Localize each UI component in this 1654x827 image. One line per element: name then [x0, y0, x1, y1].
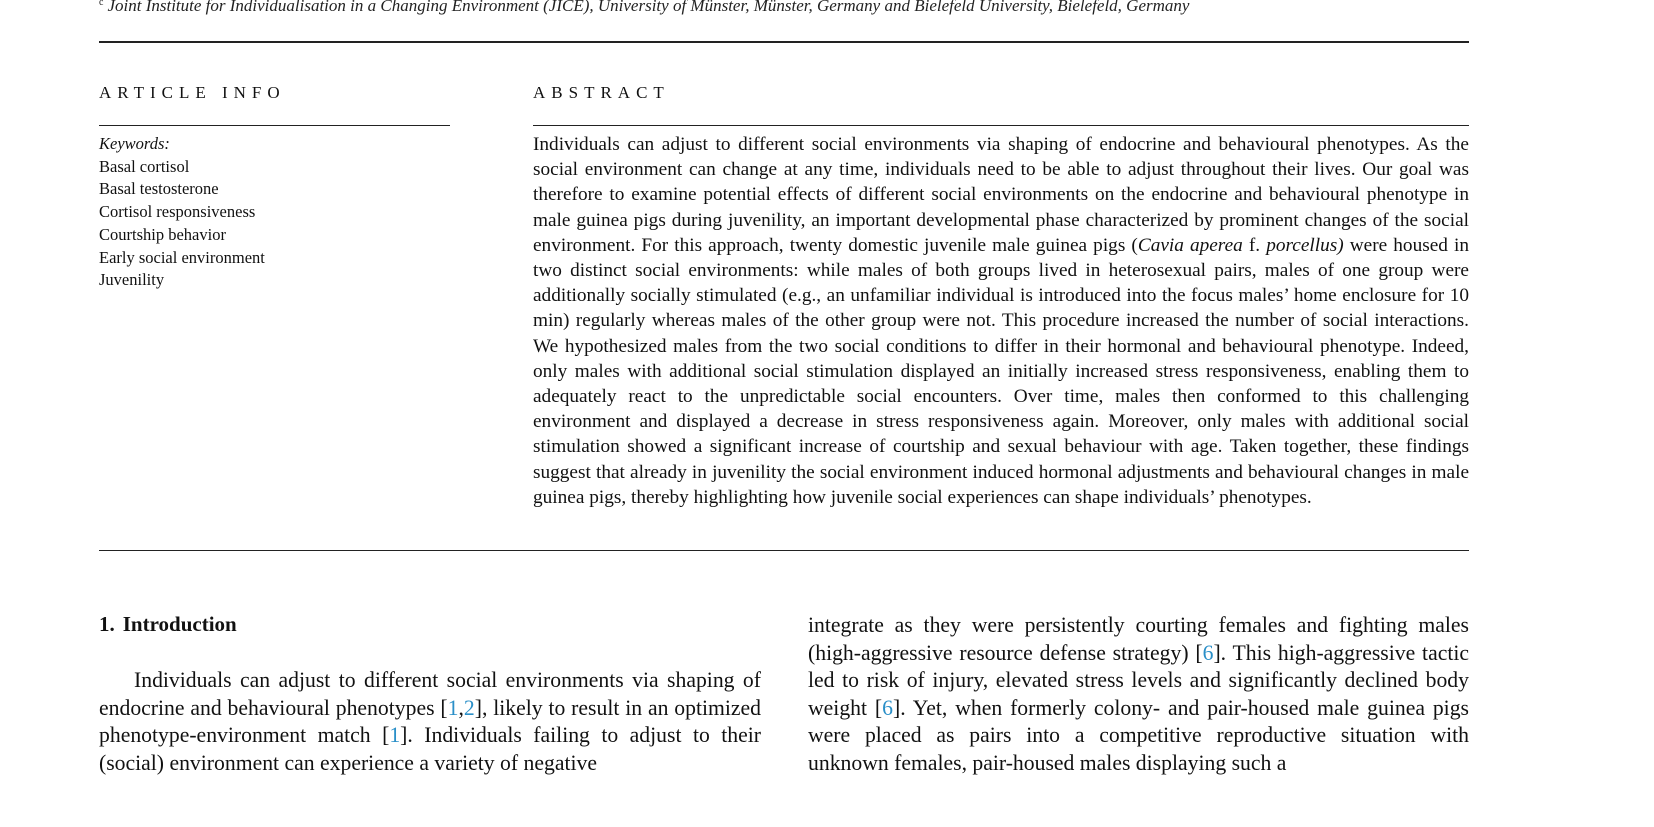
- citation-link[interactable]: 2: [463, 695, 475, 720]
- keyword: Basal cortisol: [99, 156, 190, 176]
- keywords-list: [99, 133, 479, 292]
- text-run: Individuals can adjust to different social environments via shaping of endocrine and behavioural phenotypes [: [99, 668, 761, 720]
- abstract-text: [533, 132, 1469, 510]
- article-info-divider: [99, 125, 450, 126]
- keyword: Basal testosterone: [99, 179, 219, 199]
- section-title: [99, 612, 237, 637]
- affiliation: [99, 0, 1499, 16]
- keyword: Early social environment: [99, 247, 265, 267]
- affiliation-text: Joint Institute for Individualisation in a Changing Environment (JICE), University of Münster, Münster, Germany and Bielefeld University, Bielefeld, Germany: [107, 0, 1190, 15]
- species-name: Cavia aperea: [1137, 234, 1243, 256]
- text-run: integrate as they were persistently courting females and fighting males (high-aggressive resource defense strategy) [: [808, 613, 1469, 665]
- abstract-part: Individuals can adjust to different social environments via shaping of endocrine and behavioural phenotypes. As the social environment can change at any time, individuals need to be able to adjust throughout their lives. Our goal was therefore to examine potential effects of different social environments on the endocrine and behavioural phenotype in male guinea pigs during juvenility, an important developmental phase characterized by prominent changes of the social environment. For this approach, twenty domestic juvenile male guinea pigs (: [533, 134, 1469, 256]
- text-run: ]. Individuals failing to adjust to their (social) environment can experience a variety of negative: [99, 723, 762, 775]
- keyword: Courtship behavior: [99, 224, 226, 244]
- abstract-heading: ABSTRACT: [533, 83, 670, 102]
- abstract-part: f.: [1242, 234, 1267, 256]
- intro-left-column: [99, 667, 761, 777]
- intro-paragraph: [99, 667, 761, 777]
- section-number: 1.: [99, 612, 115, 636]
- top-divider: [99, 41, 1469, 43]
- intro-paragraph-continued: [808, 612, 1469, 778]
- keyword: Juvenility: [99, 270, 165, 290]
- subspecies-name: porcellus): [1266, 234, 1344, 256]
- affiliation-marker: c: [99, 0, 104, 8]
- text-run: ]. Yet, when formerly colony- and pair-housed male guinea pigs were placed as pairs into a competitive reproductive situation with unknown females, pair-housed males displaying such a: [808, 695, 1469, 775]
- citation-link[interactable]: 6: [1202, 640, 1214, 665]
- abstract-part: were housed in two distinct social environments: while males of both groups lived in heterosexual pairs, males of one group were additionally socially stimulated (e.g., an unfamiliar individual is introduced into the focus males’ home enclosure for 10 min) regularly whereas males of the other group were not. This procedure increased the number of social interactions. We hypothesized males from the two social conditions to differ in their hormonal and behavioural phenotype. Indeed, only males with additional social stimulation displayed an initially increased stress responsiveness, enabling them to adequately react to the unpredictable social encounters. Over time, males then conformed to this challenging environment and displayed a decrease in stress responsiveness again. Moreover, only males with additional social stimulation showed a significant increase of courtship and sexual behaviour with age. Taken together, these findings suggest that already in juvenility the social environment induced hormonal adjustments and behavioural changes in male guinea pigs, thereby highlighting how juvenile social experiences can shape individuals’ phenotypes.: [533, 234, 1469, 508]
- text-run: ]. This high-aggressive tactic led to risk of injury, elevated stress levels and significantly declined body weight [: [808, 640, 1469, 720]
- abstract-bottom-divider: [99, 550, 1469, 551]
- citation-link[interactable]: 6: [882, 695, 893, 720]
- intro-right-column: [808, 612, 1469, 778]
- citation-link[interactable]: 1: [447, 695, 459, 720]
- abstract-divider: [533, 125, 1469, 126]
- text-run: ], likely to result in an optimized phenotype-environment match [: [99, 695, 762, 748]
- citation-link[interactable]: 1: [389, 723, 401, 748]
- keywords-label: Keywords:: [99, 134, 170, 153]
- text-run: ,: [458, 695, 464, 720]
- article-info-heading: ARTICLE INFO: [99, 83, 286, 102]
- keyword: Cortisol responsiveness: [99, 202, 256, 222]
- section-name: Introduction: [122, 612, 237, 636]
